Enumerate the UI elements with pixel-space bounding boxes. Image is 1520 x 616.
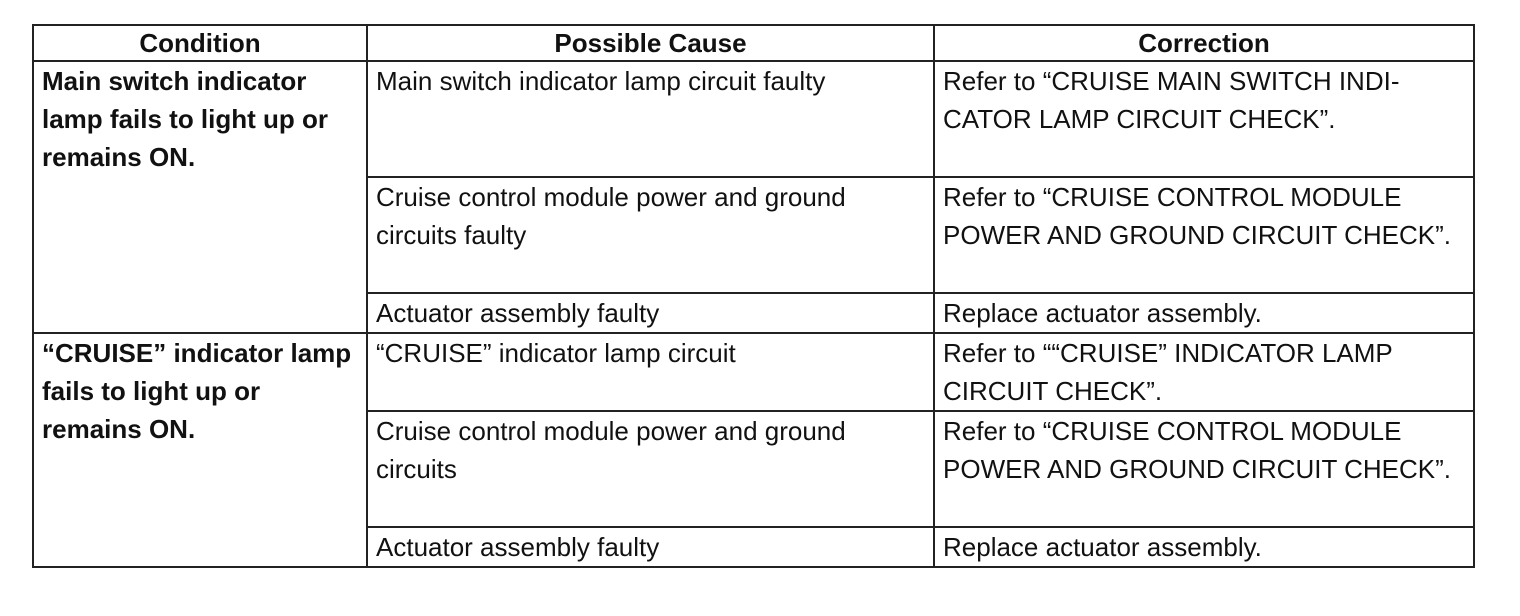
correction-cell: Replace actuator assembly. <box>934 293 1474 333</box>
table-body <box>33 61 1474 567</box>
table-header <box>33 25 1474 61</box>
cause-cell: Actuator assembly faulty <box>367 293 934 333</box>
correction-cell: Refer to ““CRUISE” INDICATOR LAMP CIRCUIT CHECK”. <box>934 333 1474 411</box>
condition-cell: “CRUISE” indicator lamp fails to light up or remains ON. <box>33 333 367 567</box>
cause-cell: Cruise control module power and ground circuits <box>367 411 934 527</box>
cause-cell: Actuator assembly faulty <box>367 527 934 567</box>
header-condition: Condition <box>33 25 367 61</box>
correction-cell: Refer to “CRUISE MAIN SWITCH INDI-CATOR LAMP CIRCUIT CHECK”. <box>934 61 1474 177</box>
correction-cell: Refer to “CRUISE CONTROL MODULE POWER AND GROUND CIRCUIT CHECK”. <box>934 411 1474 527</box>
header-correction: Correction <box>934 25 1474 61</box>
correction-cell: Refer to “CRUISE CONTROL MODULE POWER AND GROUND CIRCUIT CHECK”. <box>934 177 1474 293</box>
cause-cell: Cruise control module power and ground circuits faulty <box>367 177 934 293</box>
cause-cell: “CRUISE” indicator lamp circuit <box>367 333 934 411</box>
header-possible-cause: Possible Cause <box>367 25 934 61</box>
troubleshooting-table <box>32 24 1475 568</box>
table-row <box>33 333 1474 411</box>
condition-cell: Main switch indicator lamp fails to light up or remains ON. <box>33 61 367 333</box>
header-row <box>33 25 1474 61</box>
table-row <box>33 61 1474 177</box>
cause-cell: Main switch indicator lamp circuit faulty <box>367 61 934 177</box>
correction-cell: Replace actuator assembly. <box>934 527 1474 567</box>
